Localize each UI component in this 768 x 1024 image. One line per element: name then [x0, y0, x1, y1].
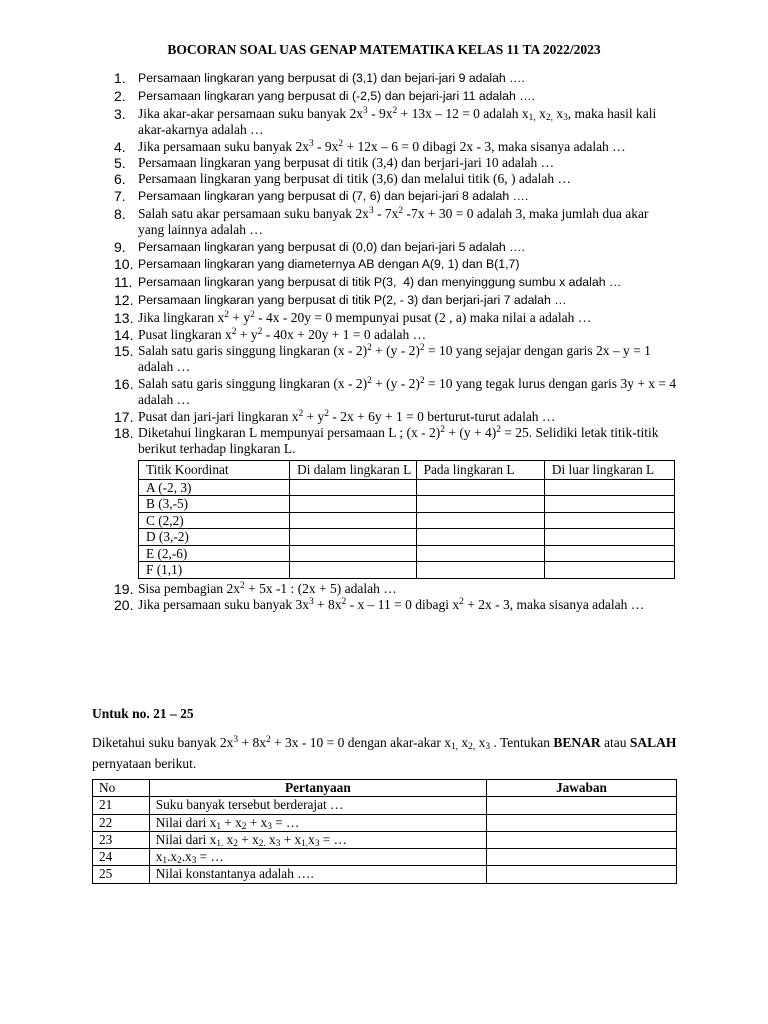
empty-answer-cell [416, 479, 544, 496]
empty-answer-cell [544, 545, 674, 562]
intro-paragraph: Diketahui suku banyak $2x^3 + 8x^2 + 3x - 10 = 0$ dengan akar-akar $x_{1,}$ $x_{2,}$ $x_3$ . Tentukan BENAR atau SALAH pernyataan berikut. [92, 735, 677, 771]
question-text: Diketahui lingkaran L mempunyai persamaan L ; $(x - 2)^2 + (y + 4)^2 = 25$. Selidiki letak titik-titik berikut terhadap lingkaran L. [138, 425, 659, 457]
question-item [100, 310, 678, 326]
question-text: Pusat lingkaran $x^2 + y^2 - 40x + 20y + 1 = 0$ adalah … [138, 326, 427, 342]
question-text: Sisa pembagian $2x^2 + 5x$ -1 : (2x + 5) adalah … [138, 580, 397, 596]
question-text: Salah satu garis singgung lingkaran (x - 2)$^2$ + (y - 2)$^2$ = 10 yang tegak lurus dengan garis 3y + x = 4 adalah … [138, 375, 677, 408]
question-item [100, 70, 678, 88]
question-item [100, 88, 678, 106]
point-table-header: Titik Koordinat [139, 460, 290, 479]
true-false-table [92, 779, 677, 884]
question-item [100, 597, 678, 613]
question-text: Persamaan lingkaran yang berpusat di (-2,5) dan bejari-jari 11 adalah …. [138, 88, 535, 103]
empty-answer-cell [416, 562, 544, 579]
row-number-cell: 25 [93, 866, 150, 883]
question-list [100, 70, 678, 614]
question-item [100, 292, 678, 310]
question-number: 16. [114, 375, 134, 392]
empty-answer-cell [416, 545, 544, 562]
question-item [100, 376, 678, 409]
empty-answer-cell [416, 496, 544, 513]
question-item [100, 206, 678, 239]
question-item [100, 106, 678, 139]
empty-answer-cell [290, 496, 416, 513]
question-text: Jika akar-akar persamaan suku banyak $2x^3 - 9x^2 + 13x - 12 = 0$ adalah $x_{1,}$ $x_{2,}$ $x_3$, maka hasil kali akar-akarnya adalah … [138, 105, 657, 138]
question-number: 20. [114, 597, 134, 614]
question-number: 10. [114, 256, 134, 273]
bs-table-header: No [93, 780, 150, 797]
question-item [100, 274, 678, 292]
row-number-cell: 21 [93, 797, 150, 814]
point-label-cell: C (2,2) [139, 512, 290, 529]
empty-answer-cell [544, 479, 674, 496]
table-row [93, 831, 677, 848]
table-row [93, 814, 677, 831]
empty-answer-cell [290, 562, 416, 579]
empty-answer-cell [290, 545, 416, 562]
question-cell: Nilai dari $x_{1.}$ $x_2 + x_{2.}$ $x_3 + x_{1.}x_3$ = … [149, 831, 486, 848]
point-label-cell: E (2,-6) [139, 545, 290, 562]
question-text: Persamaan lingkaran yang berpusat di titik P(2, - 3) dan berjari-jari 7 adalah … [138, 293, 567, 308]
question-item [100, 327, 678, 343]
question-item [100, 581, 678, 597]
question-text: Jika persamaan suku banyak $2x^3 - 9x^2 + 12x - 6 = 0$ dibagi 2x - 3, maka sisanya adalah … [138, 138, 626, 154]
empty-answer-cell [544, 512, 674, 529]
row-number-cell: 22 [93, 814, 150, 831]
question-cell: Suku banyak tersebut berderajat … [149, 797, 486, 814]
question-text: Persamaan lingkaran yang berpusat di (3,1) dan bejari-jari 9 adalah …. [138, 71, 525, 85]
question-text: Persamaan lingkaran yang berpusat di titik (3,6) dan melalui titik (6, ) adalah … [138, 171, 572, 187]
question-item [100, 139, 678, 155]
question-number: 13. [114, 310, 134, 327]
table-row [93, 866, 677, 883]
question-number: 15. [114, 343, 134, 359]
answer-cell [486, 866, 676, 883]
point-label-cell: F (1,1) [139, 562, 290, 579]
answer-cell [486, 814, 676, 831]
question-cell: Nilai dari $x_1 + x_2 + x_3$ = … [149, 814, 486, 831]
question-number: 4. [114, 138, 126, 155]
empty-answer-cell [290, 529, 416, 546]
row-number-cell: 23 [93, 831, 150, 848]
question-text: Pusat dan jari-jari lingkaran $x^2 + y^2 - 2x + 6y + 1 = 0$ berturut-turut adalah … [138, 408, 556, 424]
question-number: 1. [114, 70, 126, 86]
question-number: 12. [114, 292, 134, 309]
question-number: 17. [114, 408, 134, 425]
question-item [100, 239, 678, 257]
question-number: 11. [114, 274, 133, 291]
bs-table-header: Pertanyaan [149, 780, 486, 797]
page-title: BOCORAN SOAL UAS GENAP MATEMATIKA KELAS 11 TA 2022/2023 [167, 42, 601, 57]
point-table-header: Pada lingkaran L [416, 460, 544, 479]
question-number: 18. [114, 425, 134, 442]
question-number: 7. [114, 187, 126, 204]
question-text: Persamaan lingkaran yang berpusat di titik (3,4) dan berjari-jari 10 adalah … [138, 155, 555, 171]
question-text: Persamaan lingkaran yang berpusat di titik P(3, 4) dan menyinggung sumbu x adalah … [138, 275, 622, 290]
empty-answer-cell [416, 529, 544, 546]
question-number: 9. [114, 238, 126, 255]
point-position-table [138, 460, 675, 579]
question-text: Persamaan lingkaran yang berpusat di (7, 6) dan bejari-jari 8 adalah …. [138, 188, 529, 203]
empty-answer-cell [544, 496, 674, 513]
empty-answer-cell [544, 562, 674, 579]
table-row [93, 797, 677, 814]
row-number-cell: 24 [93, 849, 150, 866]
empty-answer-cell [290, 512, 416, 529]
empty-answer-cell [544, 529, 674, 546]
question-item [100, 155, 678, 171]
question-item [100, 409, 678, 425]
table-row [93, 849, 677, 866]
point-label-cell: D (3,-2) [139, 529, 290, 546]
question-number: 19. [114, 580, 134, 597]
section-heading: Untuk no. 21 – 25 [92, 706, 194, 721]
question-item [100, 256, 678, 274]
question-cell: Nilai konstantanya adalah …. [149, 866, 486, 883]
answer-cell [486, 831, 676, 848]
question-number: 8. [114, 205, 126, 222]
question-number: 14. [114, 326, 134, 343]
question-number: 3. [114, 105, 126, 122]
point-table-header: Di dalam lingkaran L [290, 460, 416, 479]
answer-cell [486, 797, 676, 814]
question-item [100, 343, 678, 376]
point-table-header: Di luar lingkaran L [544, 460, 674, 479]
question-text: Persamaan lingkaran yang diameternya AB dengan A(9, 1) dan B(1,7) [138, 257, 520, 272]
question-text: Salah satu akar persamaan suku banyak $2x^3 - 7x^2$ -7x + 30 = 0 adalah 3, maka jumlah dua akar yang lainnya adalah … [138, 205, 649, 238]
answer-cell [486, 849, 676, 866]
question-number: 5. [114, 155, 126, 172]
question-text: Persamaan lingkaran yang berpusat di (0,0) dan bejari-jari 5 adalah …. [138, 239, 525, 254]
question-number: 6. [114, 171, 126, 188]
question-text: Jika persamaan suku banyak $3x^3 + 8x^2 - x - 11 = 0$ dibagi $x^2 + 2x - 3$, maka sisanya adalah … [138, 597, 645, 613]
empty-answer-cell [290, 479, 416, 496]
point-label-cell: A (-2, 3) [139, 479, 290, 496]
point-label-cell: B (3,-5) [139, 496, 290, 513]
question-number: 2. [114, 87, 126, 104]
question-item [100, 425, 678, 579]
question-text: Jika lingkaran $x^2 + y^2 - 4x - 20y = 0$ mempunyai pusat (2 , a) maka nilai a adalah … [138, 310, 592, 326]
empty-answer-cell [416, 512, 544, 529]
question-cell: $x_1.x_2.x_3$ = … [149, 849, 486, 866]
question-item [100, 188, 678, 206]
bs-table-header: Jawaban [486, 780, 676, 797]
question-item [100, 171, 678, 187]
question-text: Salah satu garis singgung lingkaran (x - 2)$^2$ + (y - 2)$^2$ = 10 yang sejajar dengan garis 2x – y = 1 adalah … [138, 343, 651, 375]
